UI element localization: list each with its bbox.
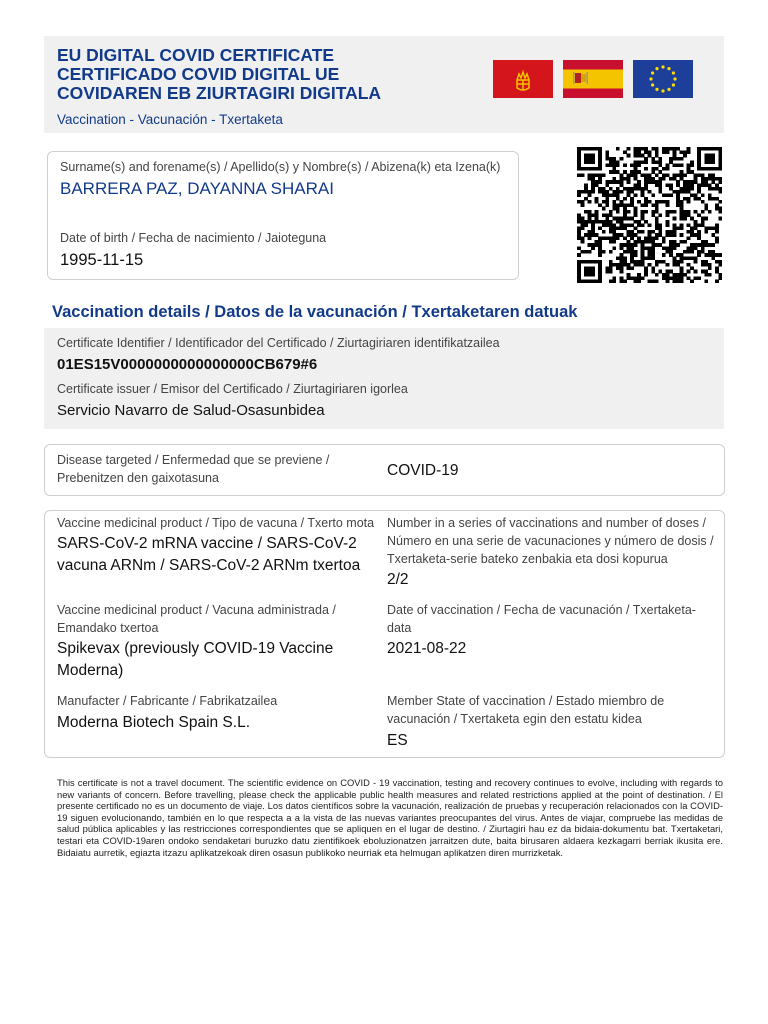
certificate-type: Vaccination - Vacunación - Txertaketa: [57, 112, 283, 127]
holder-info-box: [47, 151, 519, 280]
date-of-birth: 1995-11-15: [60, 251, 144, 269]
doses-label-line: Number in a series of vaccinations and number of doses /: [387, 516, 706, 530]
title-basque: COVIDAREN EB ZIURTAGIRI DIGITALA: [57, 83, 382, 103]
vaccine-type-line: SARS-CoV-2 mRNA vaccine / SARS-CoV-2: [57, 535, 357, 552]
holder-name: BARRERA PAZ, DAYANNA SHARAI: [60, 179, 334, 198]
doses-value: 2/2: [387, 571, 409, 588]
doses-label-line: Txertaketa-serie bateko zenbakia eta dosi kopurua: [387, 552, 668, 566]
eu-flag-icon: [633, 60, 693, 98]
name-label: Surname(s) and forename(s) / Apellido(s) y Nombre(s) / Abizena(k) eta Izena(k): [60, 160, 501, 174]
member-state-label-line: vacunación / Txertaketa egin den estatu kidea: [387, 712, 642, 726]
vaccine-product-line: Spikevax (previously COVID-19 Vaccine: [57, 640, 334, 657]
vaccination-details-title: Vaccination details / Datos de la vacunación / Txertaketaren datuak: [52, 303, 578, 321]
disease-value: COVID-19: [387, 462, 459, 479]
vaccination-date-label: [387, 601, 696, 637]
manufacturer-label: Manufacter / Fabricante / Fabrikatzailea: [57, 694, 278, 708]
disease-label: [57, 451, 329, 487]
member-state-label: [387, 692, 664, 728]
vaccine-product-line: Moderna): [57, 662, 124, 679]
disease-targeted-box: [44, 444, 725, 496]
title-spanish: CERTIFICADO COVID DIGITAL UE: [57, 64, 340, 84]
certificate-id-value: 01ES15V0000000000000000CB679#6: [57, 356, 318, 373]
certificate-id-label: Certificate Identifier / Identificador del Certificado / Ziurtagiriaren identifikatzailea: [57, 336, 500, 350]
spain-flag-icon: [563, 60, 623, 98]
navarra-flag-icon: [493, 60, 553, 98]
vaccine-type-label: Vaccine medicinal product / Tipo de vacuna / Txerto mota: [57, 516, 375, 530]
vaccine-product-value: [57, 638, 333, 682]
dob-label: Date of birth / Fecha de nacimiento / Jaioteguna: [60, 231, 327, 245]
manufacturer-value: Moderna Biotech Spain S.L.: [57, 714, 251, 731]
qr-code-icon: [577, 147, 722, 283]
certificate-issuer-value: Servicio Navarro de Salud-Osasunbidea: [57, 402, 325, 419]
certificate-info-box: [44, 328, 724, 429]
vaccination-date-value: 2021-08-22: [387, 640, 467, 657]
disease-label-line: Disease targeted / Enfermedad que se previene /: [57, 453, 330, 467]
member-state-value: ES: [387, 732, 408, 749]
doses-label-line: Número en una serie de vacunaciones y número de dosis /: [387, 534, 714, 548]
title-english: EU DIGITAL COVID CERTIFICATE: [57, 45, 335, 65]
vaccine-info-box: [44, 510, 725, 758]
member-state-label-line: Member State of vaccination / Estado miembro de: [387, 694, 665, 708]
certificate-issuer-label: Certificate issuer / Emisor del Certificado / Ziurtagiriaren igorlea: [57, 382, 408, 396]
vaccination-date-label-line: data: [387, 621, 412, 635]
vaccine-type-line: vacuna ARNm / SARS-CoV-2 ARNm txertoa: [57, 557, 361, 574]
doses-label: [387, 514, 714, 568]
vaccine-product-label: [57, 601, 336, 637]
certificate-title: [57, 46, 381, 103]
vaccine-type-value: [57, 533, 360, 577]
disclaimer-text: This certificate is not a travel document. The scientific evidence on COVID - 19 vaccination, testing and recovery continues to evolve, including with regards to new variants of concern. Before travelling, please check the applicable public health measures and related restrictions applied at the point of destination. / El presente certificado no es un documento de viaje. Los datos científicos sobre la vacunación, realización de pruebas y recuperación relacionados con la COVID-19 siguen evolucionando, también en lo que respecta a a la vista de las nuevas variantes preocupantes del virus. Antes de viajar, compruebe las medidas de salud pública aplicables y las restricciones correspondientes que se apliquen en el lugar de destino. / Ziurtagiri hau ez da bidaia-dokumentu bat. Txertaketari, testari eta COVID-19aren ondoko sendaketari buruzko datu zientifikoek eboluzionatzen jarraitzen dute, baita birusaren aldaera kezkagarri berriak ikusita ere. Bidaiatu aurretik, egiazta itzazu aplikatzekoak diren osasun publikoko neurriak eta helmugan aplikatzen diren murrizketak.: [57, 777, 723, 858]
certificate-header: [44, 36, 724, 133]
vaccine-product-label-line: Emandako txertoa: [57, 621, 159, 635]
vaccination-date-label-line: Date of vaccination / Fecha de vacunación / Txertaketa-: [387, 603, 696, 617]
vaccine-product-label-line: Vaccine medicinal product / Vacuna administrada /: [57, 603, 336, 617]
disease-label-line: Prebenitzen den gaixotasuna: [57, 471, 219, 485]
